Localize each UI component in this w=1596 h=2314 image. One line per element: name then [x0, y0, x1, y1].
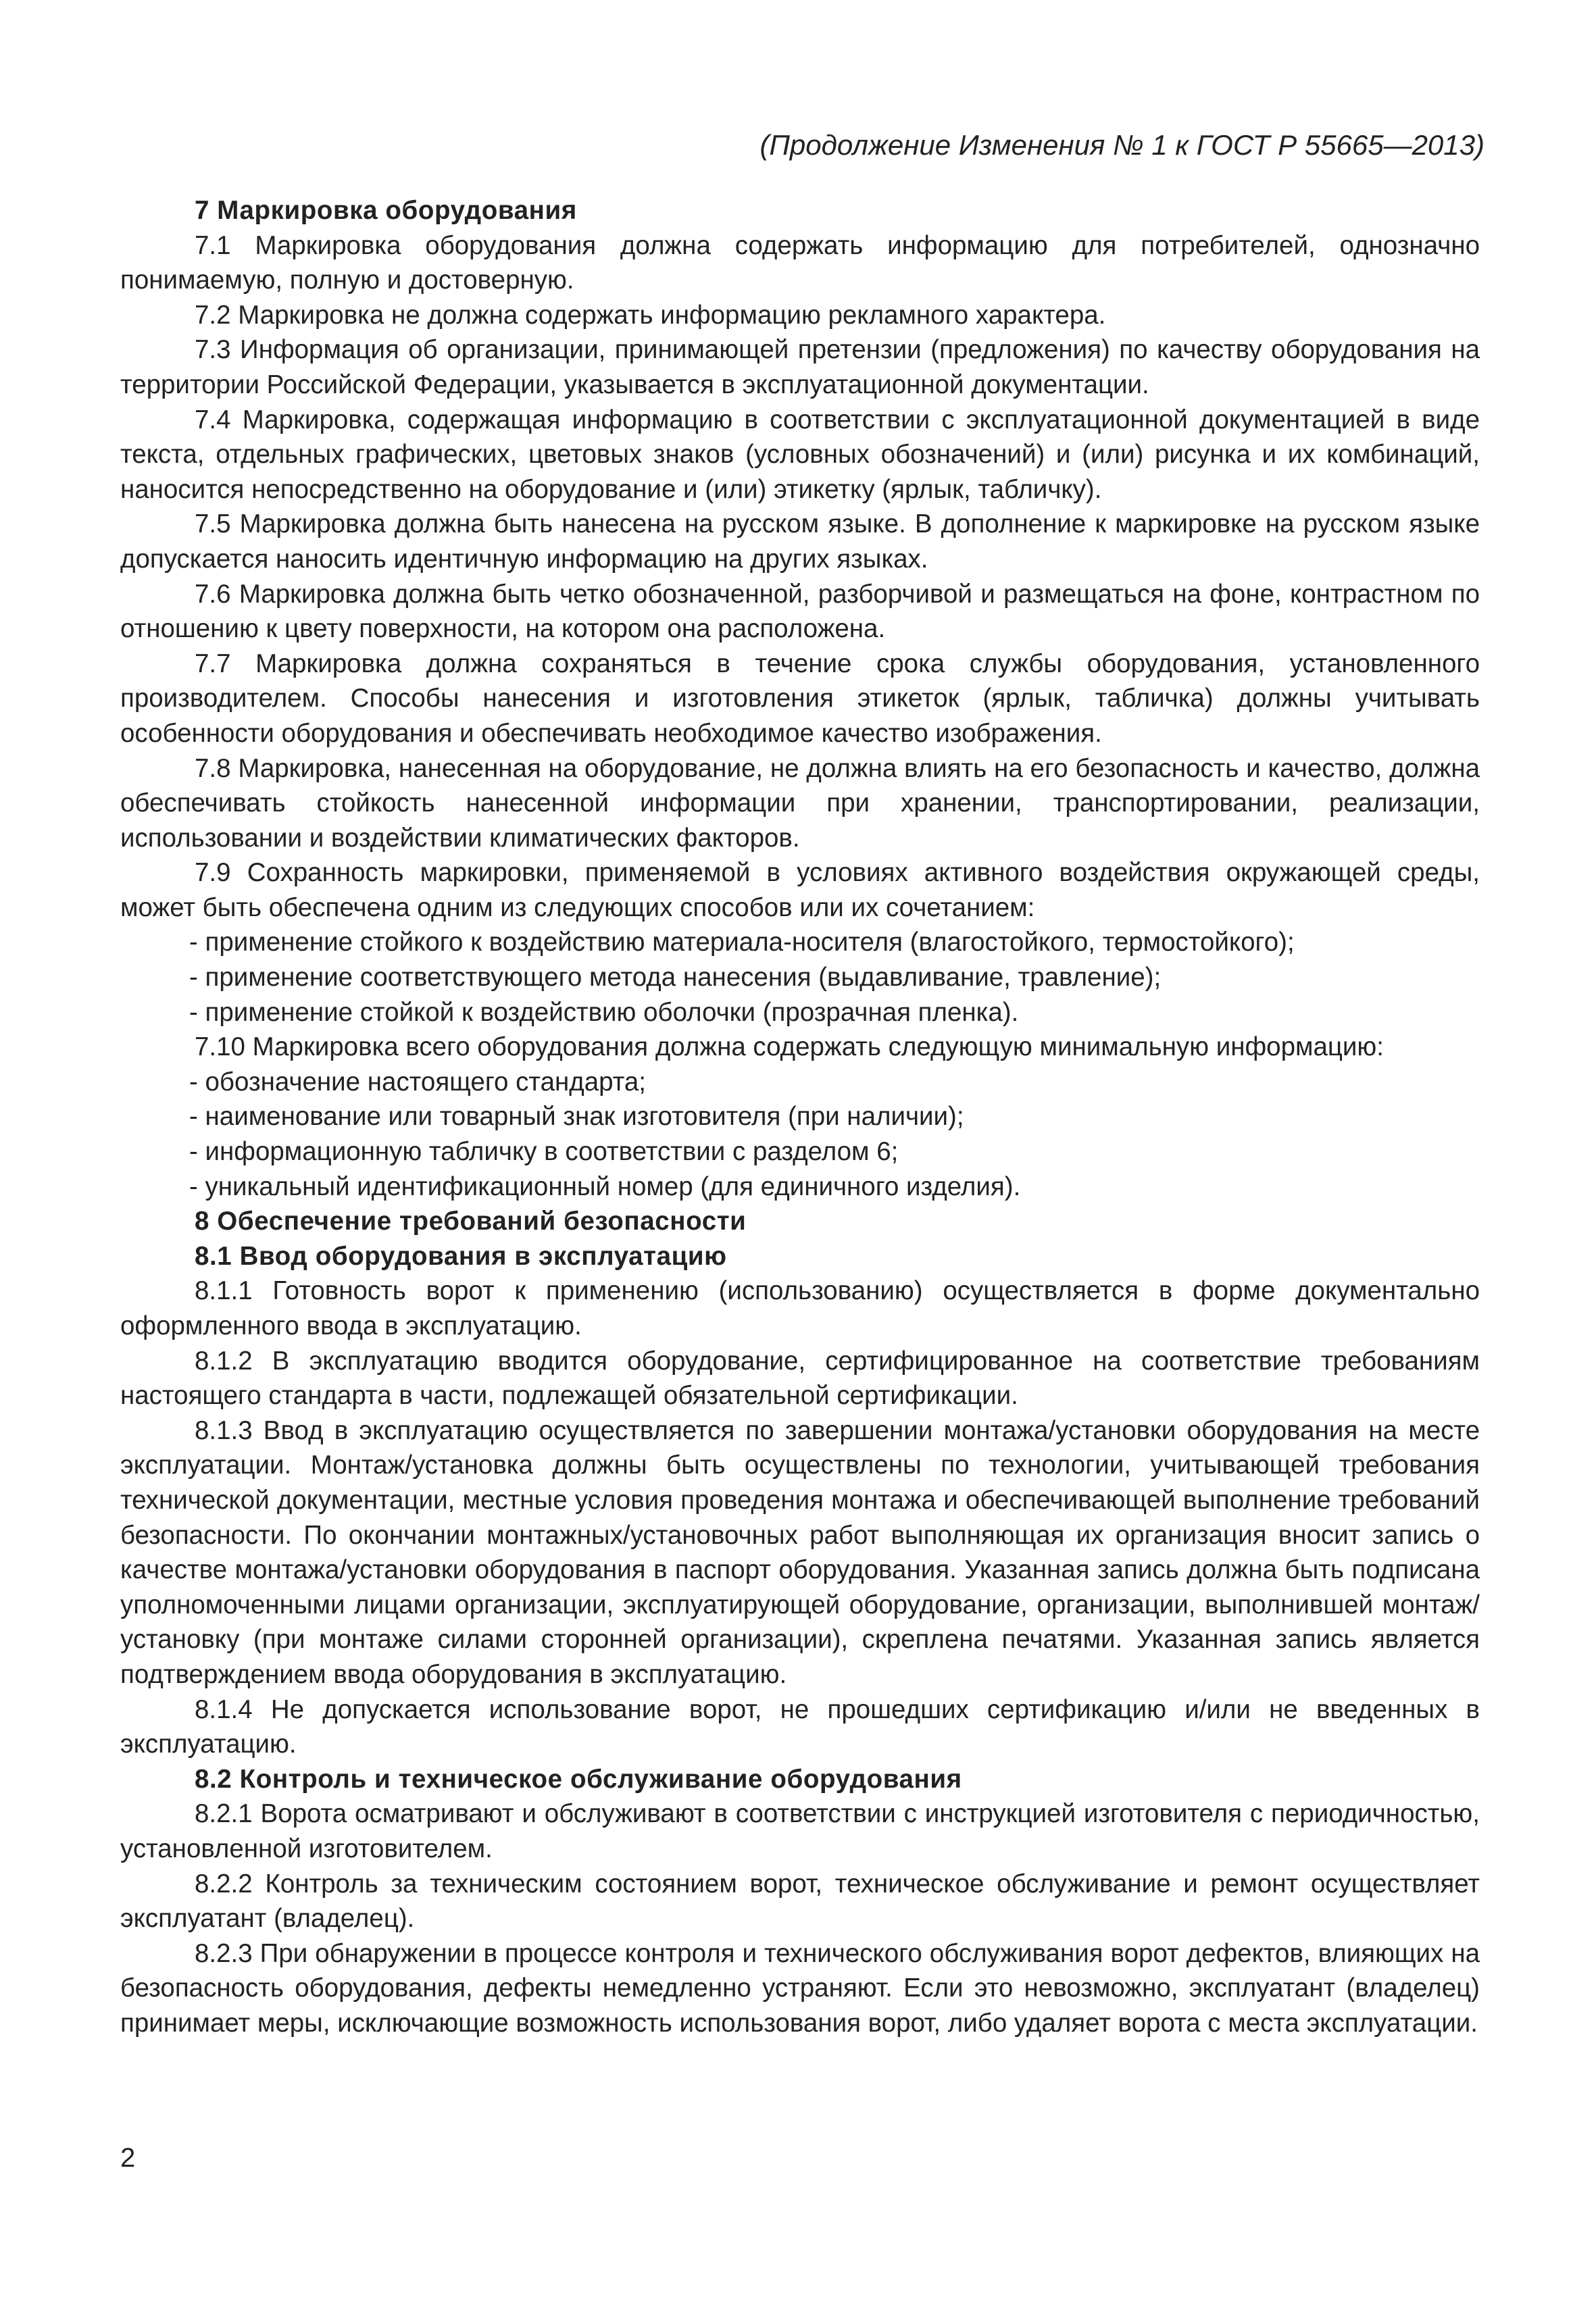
paragraph-8-2-2: 8.2.2 Контроль за техническим состоянием ворот, техническое обслуживание и ремонт осуществляет эксплуатант (владелец). — [120, 1869, 1480, 1934]
paragraph-7-1: 7.1 Маркировка оборудования должна содержать информацию для потребителей, однозначно понимаемую, полную и достоверную. — [120, 230, 1480, 295]
document-body — [120, 193, 1480, 2040]
paragraph-8-1-1: 8.1.1 Готовность ворот к применению (использованию) осуществляется в форме документально оформленного ввода в эксплуатацию. — [120, 1276, 1480, 1340]
paragraph-7-3: 7.3 Информация об организации, принимающей претензии (предложения) по качеству оборудования на территории Российской Федерации, указывается в эксплуатационной документации. — [120, 335, 1480, 399]
paragraph-8-1-2: 8.1.2 В эксплуатацию вводится оборудование, сертифицированное на соответствие требованиям настоящего стандарта в части, подлежащей обязательной сертификации. — [120, 1346, 1480, 1411]
paragraph-8-1-3: 8.1.3 Ввод в эксплуатацию осуществляется по завершении монтажа/установки оборудования на месте эксплуатации. Монтаж/установка должны быть осуществлены по технологии, учитывающей требования технической документации, местные условия проведения монтажа и обеспечивающей выполнение требований безопасности. По окончании монтажных/установочных работ выполняющая их организация вносит запись о качестве монтажа/установки оборудования в паспорт оборудования. Указанная запись должна быть подписана уполномоченными лицами организации, эксплуатирующей оборудование, организации, выполнившей монтаж/установку (при монтаже силами сторонней организации), скреплена печатями. Указанная запись является подтверждением ввода оборудования в эксплуатацию. — [120, 1415, 1480, 1689]
paragraph-8-2-1: 8.2.1 Ворота осматривают и обслуживают в соответствии с инструкцией изготовителя с периодичностью, установленной изготовителем. — [120, 1799, 1480, 1863]
section-heading-7: 7 Маркировка оборудования — [195, 196, 577, 225]
paragraph-7-2: 7.2 Маркировка не должна содержать информацию рекламного характера. — [195, 300, 1106, 330]
running-head: (Продолжение Изменения № 1 к ГОСТ Р 55665—2013) — [759, 129, 1485, 161]
list-item: - наименование или товарный знак изготовителя (при наличии); — [189, 1102, 964, 1132]
list-item: - применение стойкой к воздействию оболочки (прозрачная пленка). — [189, 997, 1019, 1027]
list-item: - применение стойкого к воздействию материала-носителя (влагостойкого, термостойкого); — [189, 928, 1295, 957]
paragraph-7-8: 7.8 Маркировка, нанесенная на оборудование, не должна влиять на его безопасность и качество, должна обеспечивать стойкость нанесенной информации при хранении, транспортировании, реализации, использовании и воздействии климатических факторов. — [120, 753, 1480, 853]
paragraph-7-10: 7.10 Маркировка всего оборудования должна содержать следующую минимальную информацию: — [195, 1032, 1384, 1062]
subsection-heading-8-2: 8.2 Контроль и техническое обслуживание оборудования — [195, 1764, 962, 1794]
paragraph-7-4: 7.4 Маркировка, содержащая информацию в соответствии с эксплуатационной документацией в виде текста, отдельных графических, цветовых знаков (условных обозначений) и (или) рисунка и их комбинаций, наносится непосредственно на оборудование и (или) этикетку (ярлык, табличку). — [120, 405, 1480, 504]
subsection-heading-8-1: 8.1 Ввод оборудования в эксплуатацию — [195, 1241, 727, 1271]
list-item: - уникальный идентификационный номер (для единичного изделия). — [189, 1172, 1021, 1201]
paragraph-7-5: 7.5 Маркировка должна быть нанесена на русском языке. В дополнение к маркировке на русском языке допускается наносить идентичную информацию на других языках. — [120, 509, 1480, 574]
paragraph-7-9: 7.9 Сохранность маркировки, применяемой в условиях активного воздействия окружающей среды, может быть обеспечена одним из следующих способов или их сочетанием: — [120, 858, 1480, 922]
list-item: - обозначение настоящего стандарта; — [189, 1067, 647, 1097]
list-item: - применение соответствующего метода нанесения (выдавливание, травление); — [189, 963, 1162, 992]
paragraph-8-1-4: 8.1.4 Не допускается использование ворот, не прошедших сертификацию и/или не введенных в эксплуатацию. — [120, 1694, 1480, 1759]
paragraph-7-6: 7.6 Маркировка должна быть четко обозначенной, разборчивой и размещаться на фоне, контрастном по отношению к цвету поверхности, на котором она расположена. — [120, 579, 1480, 644]
paragraph-8-2-3: 8.2.3 При обнаружении в процессе контроля и технического обслуживания ворот дефектов, влияющих на безопасность оборудования, дефекты немедленно устраняют. Если это невозможно, эксплуатант (владелец) принимает меры, исключающие возможность использования ворот, либо удаляет ворота с места эксплуатации. — [120, 1938, 1480, 2038]
page-number: 2 — [120, 2143, 136, 2173]
list-item: - информационную табличку в соответствии с разделом 6; — [189, 1137, 899, 1167]
paragraph-7-7: 7.7 Маркировка должна сохраняться в течение срока службы оборудования, установленного производителем. Способы нанесения и изготовления этикеток (ярлык, табличка) должны учитывать особенности оборудования и обеспечивать необходимое качество изображения. — [120, 649, 1480, 748]
section-heading-8: 8 Обеспечение требований безопасности — [195, 1207, 747, 1236]
